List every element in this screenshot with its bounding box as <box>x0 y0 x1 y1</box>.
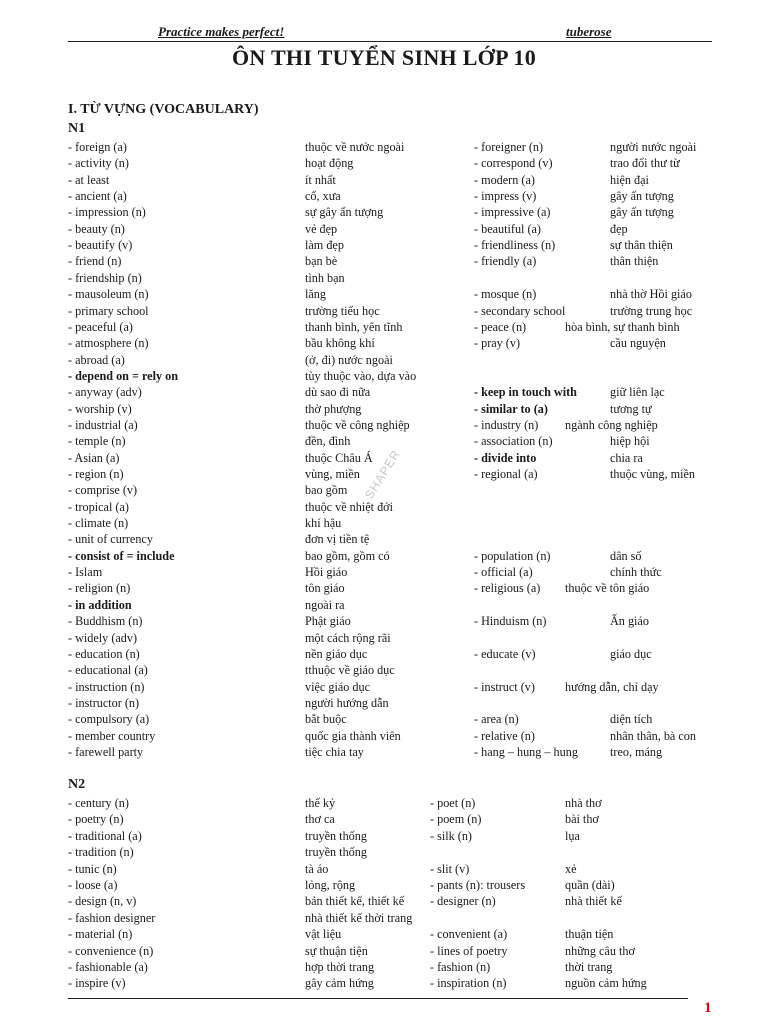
vocab-term: - tropical (a) <box>68 499 129 514</box>
vocab-term-2: - inspiration (n) <box>430 976 507 991</box>
vocab-term-2: - silk (n) <box>430 828 472 843</box>
vocab-meaning: thuộc về nước ngoài <box>305 140 405 154</box>
vocab-meaning: nhà thiết kế thời trang <box>305 910 413 925</box>
vocab-row <box>0 844 768 860</box>
vocab-term: - convenience (n) <box>68 943 154 958</box>
vocab-term: - loose (a) <box>68 878 118 892</box>
vocab-meaning: gây cảm hứng <box>305 976 374 991</box>
vocab-term: - inspire (v) <box>68 976 126 991</box>
vocab-row <box>0 499 768 515</box>
vocab-term: - tunic (n) <box>68 861 117 876</box>
vocab-term: - friend (n) <box>68 254 122 269</box>
vocab-meaning-2: trường trung học <box>610 303 693 318</box>
vocab-meaning: nền giáo dục <box>305 646 368 661</box>
vocab-row <box>0 795 768 811</box>
vocab-term-2: - industry (n) <box>474 417 539 432</box>
vocab-term: - consist of = include <box>68 548 175 563</box>
vocab-meaning: bao gồm, gồm có <box>305 548 390 563</box>
vocab-meaning: Hồi giáo <box>305 565 348 580</box>
vocab-meaning: bao gồm <box>305 483 348 498</box>
vocab-meaning: tôn giáo <box>305 581 345 596</box>
vocab-term: - ancient (a) <box>68 189 127 204</box>
vocab-term-2: - educate (v) <box>474 646 536 661</box>
vocab-meaning: thơ ca <box>305 812 335 827</box>
vocab-term-2: - divide into <box>474 450 537 465</box>
vocab-term: - friendship (n) <box>68 270 142 285</box>
vocab-term: - worship (v) <box>68 401 132 416</box>
vocab-term: - region (n) <box>68 467 124 481</box>
vocab-row <box>0 433 768 449</box>
vocab-meaning: việc giáo dục <box>305 679 370 694</box>
vocab-meaning-2: nguồn cảm hứng <box>565 976 647 991</box>
vocab-row <box>0 286 768 302</box>
vocab-meaning: cổ, xưa <box>305 189 341 204</box>
vocab-term-2: - foreigner (n) <box>474 140 544 154</box>
vocab-meaning: thanh bình, yên tĩnh <box>305 319 403 334</box>
vocab-term-2: - regional (a) <box>474 467 538 481</box>
vocab-term: - Buddhism (n) <box>68 614 143 629</box>
vocab-meaning: vùng, miền <box>305 467 360 481</box>
vocab-row <box>0 597 768 613</box>
vocab-row <box>0 188 768 204</box>
vocab-meaning-2: hướng dẫn, chỉ dạy <box>565 679 659 694</box>
vocab-meaning-2: trao đổi thư từ <box>610 156 680 171</box>
vocab-meaning: thế kỷ <box>305 796 336 810</box>
vocab-term: - foreign (a) <box>68 140 127 154</box>
vocab-meaning: bản thiết kế, thiết kế <box>305 894 405 909</box>
vocab-row <box>0 253 768 269</box>
vocab-meaning-2: nhà thiết kế <box>565 894 622 909</box>
vocab-meaning-2: thân thiện <box>610 254 659 269</box>
vocab-term-2: - mosque (n) <box>474 287 537 302</box>
vocab-meaning: sự gây ấn tượng <box>305 205 384 220</box>
vocab-meaning-2: hiện đại <box>610 172 649 187</box>
vocab-term: - traditional (a) <box>68 828 142 843</box>
vocab-meaning-2: hòa bình, sự thanh bình <box>565 319 680 334</box>
vocab-term-2: - modern (a) <box>474 172 535 187</box>
vocab-meaning: tà áo <box>305 861 329 876</box>
vocab-meaning: thuộc về nhiệt đới <box>305 499 394 514</box>
vocab-term: - atmosphere (n) <box>68 336 149 351</box>
vocab-meaning-2: đẹp <box>610 221 628 236</box>
vocab-term-2: - convenient (a) <box>430 927 508 942</box>
vocab-meaning-2: diện tích <box>610 712 653 727</box>
vocab-meaning-2: dân số <box>610 548 642 563</box>
header-author: tuberose <box>566 24 612 39</box>
section-title: I. TỪ VỰNG (VOCABULARY) <box>68 102 259 117</box>
vocab-meaning: tình bạn <box>305 270 345 285</box>
vocab-meaning: một cách rộng rãi <box>305 630 391 645</box>
vocab-row <box>0 204 768 220</box>
vocab-row <box>0 811 768 827</box>
vocab-term: - educational (a) <box>68 663 148 678</box>
vocab-term-2: - poem (n) <box>430 812 482 827</box>
vocab-meaning-2: tương tự <box>610 401 652 416</box>
vocab-meaning: vật liệu <box>305 927 342 942</box>
vocab-term: - primary school <box>68 303 149 318</box>
vocab-row <box>0 368 768 384</box>
vocab-meaning: vẻ đẹp <box>305 221 338 236</box>
vocab-row <box>0 417 768 433</box>
vocab-row <box>0 877 768 893</box>
vocab-term-2: - peace (n) <box>474 319 527 334</box>
vocab-meaning-2: những câu thơ <box>565 943 635 958</box>
vocab-term: - anyway (adv) <box>68 385 142 400</box>
vocab-row <box>0 172 768 188</box>
vocab-row <box>0 303 768 319</box>
vocab-meaning: truyền thống <box>305 845 367 860</box>
vocab-meaning: ít nhất <box>305 172 336 187</box>
vocab-meaning-2: bài thơ <box>565 812 599 827</box>
vocab-meaning-2: thuộc về tôn giáo <box>565 581 650 596</box>
vocab-row <box>0 270 768 286</box>
vocab-meaning: bạn bè <box>305 254 338 269</box>
vocab-term-2: - similar to (a) <box>474 401 548 416</box>
vocab-term-2: - official (a) <box>474 565 533 580</box>
vocab-term-2: - designer (n) <box>430 894 496 909</box>
vocab-row <box>0 926 768 942</box>
vocab-term-2: - instruct (v) <box>474 679 535 694</box>
vocab-term: - design (n, v) <box>68 894 137 909</box>
vocab-term-2: - area (n) <box>474 712 519 727</box>
vocab-term-2: - slit (v) <box>430 861 470 876</box>
vocab-meaning: khí hậu <box>305 516 342 531</box>
vocab-term: - education (n) <box>68 646 140 661</box>
group-label-n2: N2 <box>68 777 86 792</box>
vocab-meaning: hợp thời trang <box>305 960 375 974</box>
vocab-term-2: - pants (n): trousers <box>430 878 526 892</box>
vocab-meaning: hoạt động <box>305 156 354 171</box>
vocab-row <box>0 662 768 678</box>
vocab-term: - instructor (n) <box>68 695 140 710</box>
vocab-meaning-2: Ấn giáo <box>610 614 649 629</box>
vocab-meaning: thuộc về công nghiệp <box>305 417 410 432</box>
vocab-meaning-2: nhà thờ Hồi giáo <box>610 287 692 302</box>
vocab-meaning-2: treo, máng <box>610 744 663 759</box>
vocab-meaning-2: sự thân thiện <box>610 238 673 253</box>
watermark-text: SHAPER <box>362 447 404 502</box>
vocab-row <box>0 319 768 335</box>
vocab-term: - peaceful (a) <box>68 319 133 334</box>
page-title: ÔN THI TUYỂN SINH LỚP 10 <box>231 45 537 70</box>
vocab-term-2: - population (n) <box>474 548 551 563</box>
vocab-term-2: - association (n) <box>474 434 553 449</box>
vocab-meaning-2: ngành công nghiệp <box>565 417 658 432</box>
vocab-row <box>0 580 768 596</box>
vocab-term-2: - poet (n) <box>430 796 476 810</box>
vocab-row <box>0 237 768 253</box>
vocab-meaning-2: lụa <box>565 828 580 843</box>
vocab-meaning: quốc gia thành viên <box>305 728 401 743</box>
vocab-term: - fashion designer <box>68 910 156 925</box>
vocab-term: - impression (n) <box>68 205 146 220</box>
vocab-meaning: (ở, đi) nước ngoài <box>305 352 393 367</box>
vocab-row <box>0 515 768 531</box>
vocab-meaning: trường tiểu học <box>305 303 380 318</box>
vocab-row <box>0 893 768 909</box>
vocab-term: - mausoleum (n) <box>68 287 149 302</box>
vocab-term: - climate (n) <box>68 516 129 531</box>
vocab-row <box>0 221 768 237</box>
footer-divider <box>68 998 688 999</box>
vocab-term-2: - Hinduism (n) <box>474 614 547 629</box>
vocab-term: - fashionable (a) <box>68 960 148 974</box>
vocab-meaning: đền, đình <box>305 434 351 449</box>
vocab-term: - poetry (n) <box>68 812 124 827</box>
vocab-term: - at least <box>68 172 110 187</box>
vocab-meaning-2: giữ liên lạc <box>610 385 665 400</box>
vocab-row <box>0 959 768 975</box>
vocab-meaning-2: xẻ <box>565 861 577 876</box>
vocab-meaning-2: người nước ngoài <box>610 140 697 154</box>
vocab-term: - beautify (v) <box>68 238 133 253</box>
vocab-meaning-2: thời trang <box>565 960 613 974</box>
vocab-term-2: - secondary school <box>474 303 566 318</box>
vocab-term: - temple (n) <box>68 434 126 449</box>
vocab-term-2: - keep in touch with <box>474 385 577 400</box>
vocab-row <box>0 613 768 629</box>
vocab-term: - century (n) <box>68 796 129 810</box>
vocab-meaning-2: gây ấn tượng <box>610 189 674 204</box>
vocab-row <box>0 155 768 171</box>
vocab-row <box>0 910 768 926</box>
vocab-row <box>0 861 768 877</box>
vocab-row <box>0 728 768 744</box>
vocab-term-2: - beautiful (a) <box>474 221 541 236</box>
vocab-row <box>0 548 768 564</box>
vocab-row <box>0 335 768 351</box>
vocab-term: - depend on = rely on <box>68 368 178 383</box>
vocab-term-2: - fashion (n) <box>430 960 491 974</box>
vocab-term: - activity (n) <box>68 156 129 171</box>
vocab-meaning-2: thuộc vùng, miền <box>610 467 695 481</box>
vocab-meaning-2: thuận tiện <box>565 927 614 942</box>
vocab-term: - instruction (n) <box>68 679 145 694</box>
vocab-meaning-2: gây ấn tượng <box>610 205 674 220</box>
vocab-term: - abroad (a) <box>68 352 125 367</box>
vocab-meaning: bắt buộc <box>305 712 347 727</box>
vocab-term-2: - correspond (v) <box>474 156 553 171</box>
vocab-meaning-2: nhân thân, bà con <box>610 728 696 743</box>
vocab-term: - beauty (n) <box>68 221 125 236</box>
vocab-row <box>0 401 768 417</box>
vocab-row <box>0 828 768 844</box>
header-motto: Practice makes perfect! <box>158 24 285 39</box>
vocab-row <box>0 943 768 959</box>
vocab-meaning: lỏng, rộng <box>305 878 356 892</box>
vocab-meaning: bầu không khí <box>305 336 375 351</box>
vocab-meaning: truyền thống <box>305 828 367 843</box>
vocab-meaning: làm đẹp <box>305 238 344 253</box>
vocab-meaning: tùy thuộc vào, dựa vào <box>305 368 417 383</box>
vocab-meaning: đơn vị tiền tệ <box>305 532 370 547</box>
vocab-term: - farewell party <box>68 744 144 759</box>
vocab-term-2: - hang – hung – hung <box>474 744 578 759</box>
vocab-term: - Asian (a) <box>68 450 120 465</box>
vocab-row <box>0 695 768 711</box>
vocab-row <box>0 139 768 155</box>
vocab-term: - industrial (a) <box>68 417 138 432</box>
vocab-meaning: lăng <box>305 287 326 302</box>
vocab-meaning-2: giáo dục <box>610 646 652 661</box>
vocab-row <box>0 531 768 547</box>
vocab-meaning: sự thuận tiện <box>305 943 368 958</box>
vocab-term: - religion (n) <box>68 581 131 596</box>
vocab-term-2: - impressive (a) <box>474 205 551 220</box>
vocab-term: - in addition <box>68 597 132 612</box>
vocab-row <box>0 744 768 760</box>
vocab-term-2: - impress (v) <box>474 189 537 204</box>
vocab-meaning-2: chính thức <box>610 565 662 580</box>
vocab-term: - member country <box>68 728 156 743</box>
vocab-meaning: tiệc chia tay <box>305 744 364 759</box>
vocab-meaning: tthuộc về giáo dục <box>305 663 395 678</box>
vocab-term: - material (n) <box>68 927 133 942</box>
vocab-term-2: - relative (n) <box>474 728 535 743</box>
vocab-row <box>0 384 768 400</box>
vocab-row <box>0 975 768 991</box>
vocab-meaning-2: hiệp hội <box>610 434 650 449</box>
vocab-term: - tradition (n) <box>68 845 134 860</box>
vocab-term: - unit of currency <box>68 532 153 547</box>
vocab-term-2: - lines of poetry <box>430 943 508 958</box>
vocab-meaning-2: nhà thơ <box>565 796 602 810</box>
group-label-n1: N1 <box>68 121 86 136</box>
vocab-row <box>0 679 768 695</box>
vocab-row <box>0 564 768 580</box>
vocab-meaning: thờ phượng <box>305 401 362 416</box>
vocab-meaning-2: cầu nguyện <box>610 336 666 351</box>
vocab-term: - comprise (v) <box>68 483 138 498</box>
vocab-term-2: - friendly (a) <box>474 254 537 269</box>
vocab-row <box>0 646 768 662</box>
vocab-term: - Islam <box>68 565 103 580</box>
vocab-meaning: người hướng dẫn <box>305 695 389 710</box>
vocab-row <box>0 630 768 646</box>
vocab-term: - compulsory (a) <box>68 712 150 727</box>
vocab-meaning: Phật giáo <box>305 614 351 629</box>
vocab-term: - widely (adv) <box>68 630 138 645</box>
page-number: 1 <box>704 1000 712 1016</box>
vocab-meaning-2: chia ra <box>610 450 643 465</box>
vocab-term-2: - religious (a) <box>474 581 541 596</box>
vocab-row <box>0 711 768 727</box>
vocab-term-2: - friendliness (n) <box>474 238 556 253</box>
vocab-meaning: thuộc Châu Á <box>305 450 373 465</box>
vocab-meaning: ngoài ra <box>305 597 345 612</box>
vocab-term-2: - pray (v) <box>474 336 521 351</box>
vocab-meaning: dù sao đi nữa <box>305 385 371 400</box>
vocab-meaning-2: quần (dài) <box>565 878 615 892</box>
vocab-row <box>0 352 768 368</box>
